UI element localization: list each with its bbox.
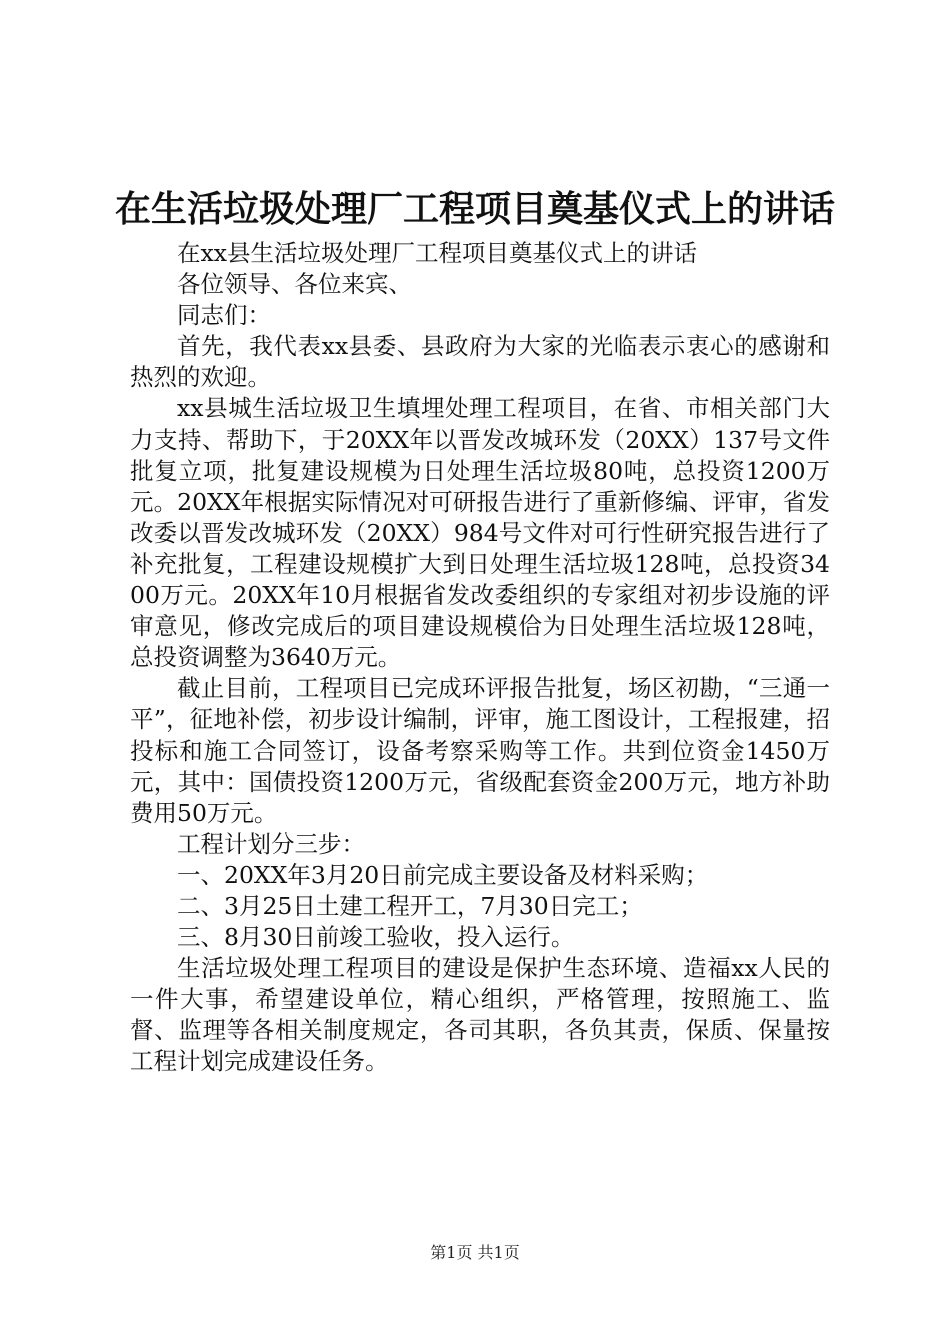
page-number-footer: 第1页 共1页 — [430, 1243, 520, 1262]
document-title: 在生活垃圾处理厂工程项目奠基仪式上的讲话 — [114, 188, 835, 230]
paragraph-plan-step-1: 一、20XX年3月20日前完成主要设备及材料采购； — [177, 860, 709, 889]
paragraph-closing: 生活垃圾处理工程项目的建设是保护生态环境、造福xx人民的一件大事，希望建设单位，精心组织，严格管理，按照施工、监督、监理等各相关制度规定，各司其职，各负其责，保质、保量按工程计划完成建设任务。 — [130, 954, 830, 1076]
document-body — [130, 238, 830, 1078]
paragraph-salutation-comrades: 同志们： — [177, 301, 271, 330]
paragraph-salutation: 各位领导、各位来宾、 — [177, 270, 412, 299]
paragraph-plan-step-2: 二、3月25日土建工程开工，7月30日完工； — [177, 891, 643, 920]
paragraph-progress: 截止目前，工程项目已完成环评报告批复，场区初勘，“三通一平”，征地补偿，初步设计编制，评审，施工图设计，工程报建，招投标和施工合同签订，设备考察采购等工作。共到位资金1450万元，其中：国债投资1200万元，省级配套资金200万元，地方补助费用50万元。 — [130, 674, 830, 827]
paragraph-plan-step-3: 三、8月30日前竣工验收，投入运行。 — [177, 923, 575, 952]
paragraph-welcome: 首先，我代表xx县委、县政府为大家的光临表示衷心的感谢和热烈的欢迎。 — [130, 332, 830, 392]
paragraph-heading: 在xx县生活垃圾处理厂工程项目奠基仪式上的讲话 — [177, 239, 698, 267]
paragraph-project-history: xx县城生活垃圾卫生填埋处理工程项目，在省、市相关部门大力支持、帮助下，于20XX年以晋发改城环发（20XX）137号文件批复立项，批复建设规模为日处理生活垃圾80吨，总投资1200万元。20XX年根据实际情况对可研报告进行了重新修编、评审，省发改委以晋发改城环发（20XX）984号文件对可行性研究报告进行了补充批复，工程建设规模扩大到日处理生活垃圾128吨，总投资3400万元。20XX年10月根据省发改委组织的专家组对初步设施的评审意见，修改完成后的项目建设规模佮为日处理生活垃圾128吨，总投资调整为3640万元。 — [130, 394, 830, 672]
paragraph-plan-intro: 工程计划分三步： — [177, 829, 365, 858]
